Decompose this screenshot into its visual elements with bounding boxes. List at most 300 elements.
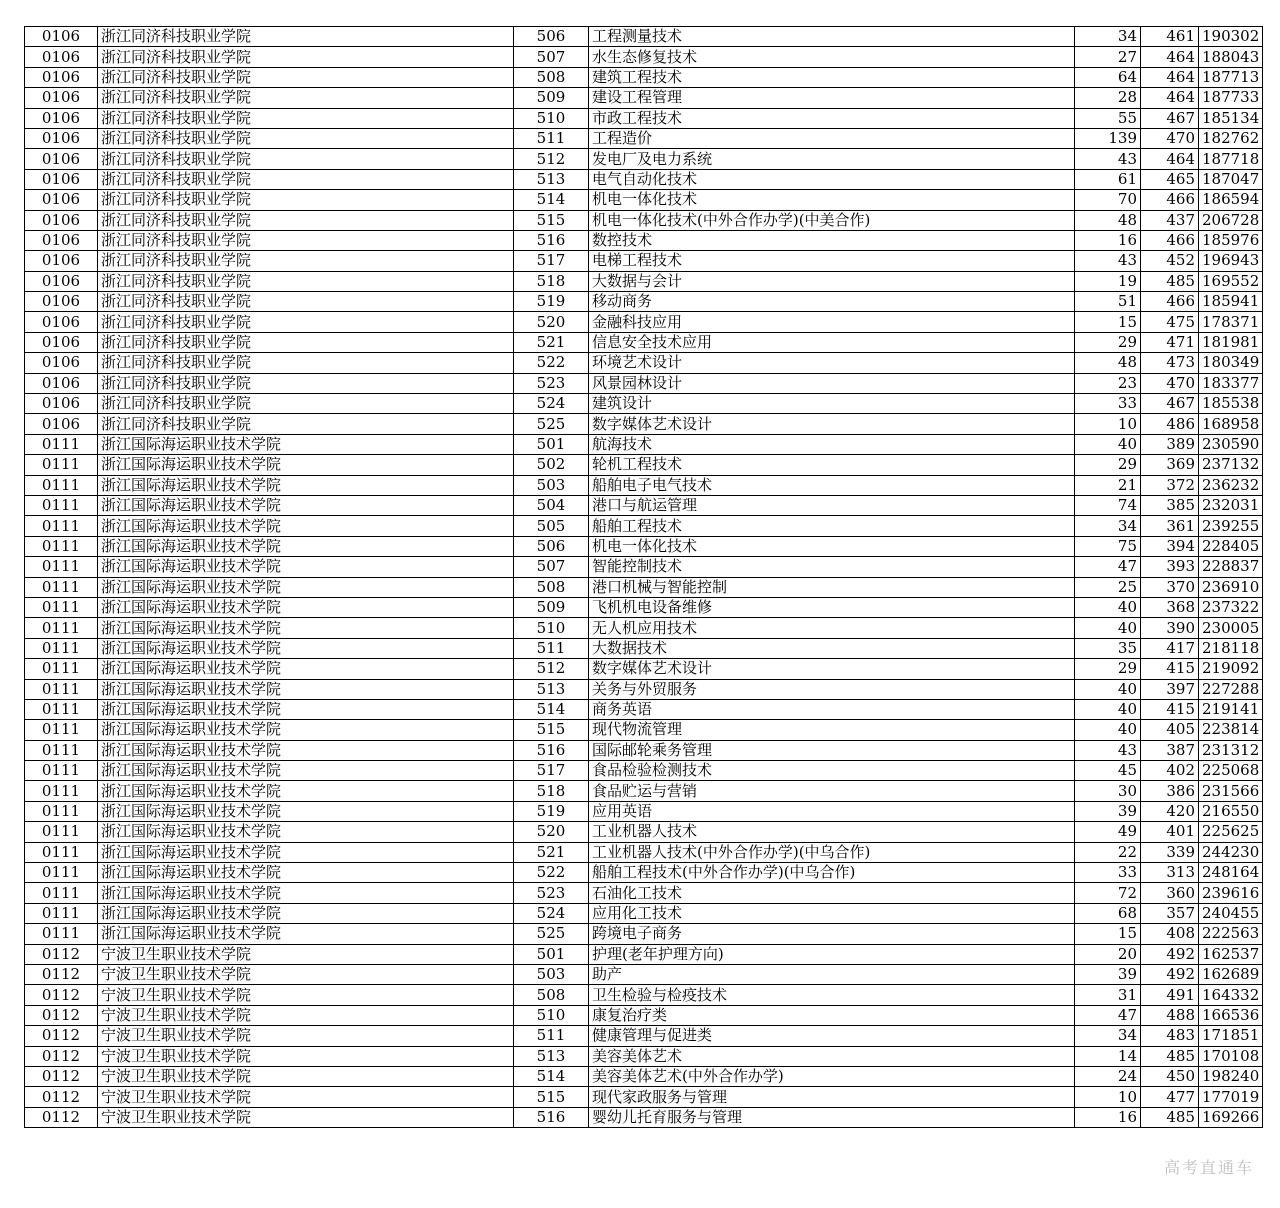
rank-cell: 181981 (1199, 332, 1263, 352)
major-name-cell: 美容美体艺术(中外合作办学) (589, 1066, 1075, 1086)
plan-count-cell: 47 (1075, 557, 1141, 577)
table-row (25, 822, 1263, 842)
major-name-cell: 数控技术 (589, 230, 1075, 250)
rank-cell: 169266 (1199, 1107, 1263, 1127)
table-row (25, 292, 1263, 312)
school-code-cell: 0111 (25, 842, 98, 862)
major-name-cell: 数字媒体艺术设计 (589, 414, 1075, 434)
school-code-cell: 0112 (25, 1005, 98, 1025)
min-score-cell: 394 (1141, 536, 1199, 556)
plan-count-cell: 29 (1075, 455, 1141, 475)
min-score-cell: 437 (1141, 210, 1199, 230)
major-name-cell: 轮机工程技术 (589, 455, 1075, 475)
major-code-cell: 515 (514, 210, 589, 230)
table-row (25, 863, 1263, 883)
school-code-cell: 0106 (25, 169, 98, 189)
major-code-cell: 513 (514, 1046, 589, 1066)
major-code-cell: 525 (514, 414, 589, 434)
school-name-cell: 浙江国际海运职业技术学院 (98, 577, 514, 597)
major-code-cell: 506 (514, 27, 589, 47)
major-code-cell: 511 (514, 128, 589, 148)
plan-count-cell: 39 (1075, 964, 1141, 984)
rank-cell: 240455 (1199, 903, 1263, 923)
table-row (25, 149, 1263, 169)
rank-cell: 196943 (1199, 251, 1263, 271)
school-name-cell: 浙江国际海运职业技术学院 (98, 475, 514, 495)
major-code-cell: 521 (514, 842, 589, 862)
plan-count-cell: 61 (1075, 169, 1141, 189)
school-code-cell: 0111 (25, 924, 98, 944)
school-name-cell: 浙江国际海运职业技术学院 (98, 659, 514, 679)
plan-count-cell: 29 (1075, 332, 1141, 352)
plan-count-cell: 23 (1075, 373, 1141, 393)
school-code-cell: 0106 (25, 394, 98, 414)
major-code-cell: 522 (514, 353, 589, 373)
major-code-cell: 516 (514, 740, 589, 760)
school-code-cell: 0111 (25, 720, 98, 740)
major-code-cell: 519 (514, 801, 589, 821)
school-name-cell: 浙江国际海运职业技术学院 (98, 903, 514, 923)
school-name-cell: 浙江国际海运职业技术学院 (98, 495, 514, 515)
school-name-cell: 浙江国际海运职业技术学院 (98, 679, 514, 699)
table-row (25, 434, 1263, 454)
major-code-cell: 524 (514, 903, 589, 923)
min-score-cell: 405 (1141, 720, 1199, 740)
plan-count-cell: 30 (1075, 781, 1141, 801)
min-score-cell: 467 (1141, 394, 1199, 414)
school-code-cell: 0111 (25, 455, 98, 475)
major-code-cell: 517 (514, 761, 589, 781)
plan-count-cell: 34 (1075, 516, 1141, 536)
rank-cell: 187733 (1199, 88, 1263, 108)
major-name-cell: 卫生检验与检疫技术 (589, 985, 1075, 1005)
major-name-cell: 康复治疗类 (589, 1005, 1075, 1025)
school-name-cell: 浙江同济科技职业学院 (98, 292, 514, 312)
school-code-cell: 0112 (25, 1026, 98, 1046)
min-score-cell: 390 (1141, 618, 1199, 638)
rank-cell: 190302 (1199, 27, 1263, 47)
rank-cell: 227288 (1199, 679, 1263, 699)
rank-cell: 239616 (1199, 883, 1263, 903)
plan-count-cell: 27 (1075, 47, 1141, 67)
major-name-cell: 工程测量技术 (589, 27, 1075, 47)
min-score-cell: 415 (1141, 659, 1199, 679)
school-code-cell: 0106 (25, 128, 98, 148)
rank-cell: 223814 (1199, 720, 1263, 740)
min-score-cell: 464 (1141, 149, 1199, 169)
school-code-cell: 0111 (25, 659, 98, 679)
plan-count-cell: 21 (1075, 475, 1141, 495)
rank-cell: 219141 (1199, 699, 1263, 719)
major-code-cell: 507 (514, 47, 589, 67)
table-row (25, 597, 1263, 617)
table-row (25, 190, 1263, 210)
major-name-cell: 石油化工技术 (589, 883, 1075, 903)
table-row (25, 230, 1263, 250)
min-score-cell: 420 (1141, 801, 1199, 821)
major-name-cell: 健康管理与促进类 (589, 1026, 1075, 1046)
plan-count-cell: 43 (1075, 740, 1141, 760)
plan-count-cell: 40 (1075, 720, 1141, 740)
major-code-cell: 512 (514, 659, 589, 679)
plan-count-cell: 74 (1075, 495, 1141, 515)
school-code-cell: 0111 (25, 577, 98, 597)
plan-count-cell: 43 (1075, 149, 1141, 169)
plan-count-cell: 34 (1075, 1026, 1141, 1046)
table-row (25, 659, 1263, 679)
school-code-cell: 0112 (25, 964, 98, 984)
plan-count-cell: 15 (1075, 924, 1141, 944)
school-name-cell: 浙江国际海运职业技术学院 (98, 699, 514, 719)
school-code-cell: 0111 (25, 801, 98, 821)
school-code-cell: 0111 (25, 781, 98, 801)
rank-cell: 222563 (1199, 924, 1263, 944)
rank-cell: 225068 (1199, 761, 1263, 781)
rank-cell: 166536 (1199, 1005, 1263, 1025)
rank-cell: 230005 (1199, 618, 1263, 638)
min-score-cell: 466 (1141, 190, 1199, 210)
table-row (25, 271, 1263, 291)
min-score-cell: 486 (1141, 414, 1199, 434)
school-code-cell: 0112 (25, 985, 98, 1005)
plan-count-cell: 24 (1075, 1066, 1141, 1086)
major-name-cell: 大数据与会计 (589, 271, 1075, 291)
table-row (25, 27, 1263, 47)
school-name-cell: 浙江国际海运职业技术学院 (98, 842, 514, 862)
school-name-cell: 宁波卫生职业技术学院 (98, 1087, 514, 1107)
major-name-cell: 工业机器人技术(中外合作办学)(中乌合作) (589, 842, 1075, 862)
major-code-cell: 516 (514, 230, 589, 250)
plan-count-cell: 16 (1075, 230, 1141, 250)
plan-count-cell: 10 (1075, 414, 1141, 434)
school-code-cell: 0112 (25, 1066, 98, 1086)
min-score-cell: 477 (1141, 1087, 1199, 1107)
major-code-cell: 503 (514, 964, 589, 984)
min-score-cell: 485 (1141, 271, 1199, 291)
school-code-cell: 0111 (25, 679, 98, 699)
table-row (25, 394, 1263, 414)
min-score-cell: 370 (1141, 577, 1199, 597)
min-score-cell: 485 (1141, 1046, 1199, 1066)
school-name-cell: 浙江同济科技职业学院 (98, 230, 514, 250)
school-name-cell: 浙江同济科技职业学院 (98, 190, 514, 210)
rank-cell: 230590 (1199, 434, 1263, 454)
major-name-cell: 国际邮轮乘务管理 (589, 740, 1075, 760)
school-name-cell: 浙江同济科技职业学院 (98, 353, 514, 373)
min-score-cell: 492 (1141, 944, 1199, 964)
major-name-cell: 护理(老年护理方向) (589, 944, 1075, 964)
table-row (25, 332, 1263, 352)
table-row (25, 801, 1263, 821)
table-row (25, 475, 1263, 495)
school-name-cell: 浙江同济科技职业学院 (98, 169, 514, 189)
rank-cell: 164332 (1199, 985, 1263, 1005)
rank-cell: 237322 (1199, 597, 1263, 617)
rank-cell: 244230 (1199, 842, 1263, 862)
school-code-cell: 0111 (25, 516, 98, 536)
plan-count-cell: 48 (1075, 210, 1141, 230)
school-code-cell: 0106 (25, 108, 98, 128)
plan-count-cell: 40 (1075, 597, 1141, 617)
table-row (25, 67, 1263, 87)
major-name-cell: 电气自动化技术 (589, 169, 1075, 189)
plan-count-cell: 68 (1075, 903, 1141, 923)
plan-count-cell: 22 (1075, 842, 1141, 862)
school-code-cell: 0106 (25, 271, 98, 291)
min-score-cell: 464 (1141, 88, 1199, 108)
min-score-cell: 450 (1141, 1066, 1199, 1086)
rank-cell: 186594 (1199, 190, 1263, 210)
rank-cell: 248164 (1199, 863, 1263, 883)
table-row (25, 557, 1263, 577)
school-name-cell: 浙江国际海运职业技术学院 (98, 455, 514, 475)
min-score-cell: 339 (1141, 842, 1199, 862)
plan-count-cell: 43 (1075, 251, 1141, 271)
table-row (25, 373, 1263, 393)
major-code-cell: 514 (514, 699, 589, 719)
rank-cell: 218118 (1199, 638, 1263, 658)
rank-cell: 216550 (1199, 801, 1263, 821)
plan-count-cell: 29 (1075, 659, 1141, 679)
school-code-cell: 0111 (25, 883, 98, 903)
major-code-cell: 522 (514, 863, 589, 883)
major-code-cell: 514 (514, 1066, 589, 1086)
table-row (25, 699, 1263, 719)
rank-cell: 185941 (1199, 292, 1263, 312)
major-name-cell: 应用化工技术 (589, 903, 1075, 923)
school-code-cell: 0111 (25, 822, 98, 842)
table-row (25, 944, 1263, 964)
min-score-cell: 385 (1141, 495, 1199, 515)
plan-count-cell: 10 (1075, 1087, 1141, 1107)
min-score-cell: 473 (1141, 353, 1199, 373)
table-row (25, 740, 1263, 760)
school-code-cell: 0106 (25, 373, 98, 393)
school-name-cell: 宁波卫生职业技术学院 (98, 944, 514, 964)
major-code-cell: 518 (514, 271, 589, 291)
rank-cell: 171851 (1199, 1026, 1263, 1046)
min-score-cell: 415 (1141, 699, 1199, 719)
school-name-cell: 浙江同济科技职业学院 (98, 128, 514, 148)
table-row (25, 455, 1263, 475)
major-code-cell: 510 (514, 108, 589, 128)
table-row (25, 108, 1263, 128)
plan-count-cell: 40 (1075, 434, 1141, 454)
major-name-cell: 商务英语 (589, 699, 1075, 719)
school-name-cell: 浙江国际海运职业技术学院 (98, 781, 514, 801)
major-name-cell: 机电一体化技术 (589, 190, 1075, 210)
major-name-cell: 工程造价 (589, 128, 1075, 148)
major-name-cell: 食品贮运与营销 (589, 781, 1075, 801)
major-code-cell: 520 (514, 312, 589, 332)
major-code-cell: 520 (514, 822, 589, 842)
min-score-cell: 485 (1141, 1107, 1199, 1127)
major-code-cell: 518 (514, 781, 589, 801)
table-row (25, 781, 1263, 801)
plan-count-cell: 35 (1075, 638, 1141, 658)
school-code-cell: 0106 (25, 353, 98, 373)
min-score-cell: 401 (1141, 822, 1199, 842)
major-code-cell: 508 (514, 985, 589, 1005)
school-code-cell: 0112 (25, 1087, 98, 1107)
major-code-cell: 517 (514, 251, 589, 271)
major-code-cell: 501 (514, 434, 589, 454)
rank-cell: 187713 (1199, 67, 1263, 87)
major-code-cell: 516 (514, 1107, 589, 1127)
table-row (25, 414, 1263, 434)
plan-count-cell: 72 (1075, 883, 1141, 903)
school-code-cell: 0111 (25, 740, 98, 760)
school-name-cell: 浙江国际海运职业技术学院 (98, 516, 514, 536)
table-row (25, 495, 1263, 515)
major-code-cell: 525 (514, 924, 589, 944)
plan-count-cell: 33 (1075, 394, 1141, 414)
min-score-cell: 491 (1141, 985, 1199, 1005)
major-name-cell: 环境艺术设计 (589, 353, 1075, 373)
table-row (25, 577, 1263, 597)
min-score-cell: 492 (1141, 964, 1199, 984)
major-code-cell: 509 (514, 88, 589, 108)
major-code-cell: 514 (514, 190, 589, 210)
plan-count-cell: 51 (1075, 292, 1141, 312)
min-score-cell: 464 (1141, 67, 1199, 87)
plan-count-cell: 40 (1075, 699, 1141, 719)
school-code-cell: 0111 (25, 699, 98, 719)
table-row (25, 210, 1263, 230)
school-name-cell: 浙江同济科技职业学院 (98, 332, 514, 352)
table-row (25, 720, 1263, 740)
school-name-cell: 浙江国际海运职业技术学院 (98, 863, 514, 883)
min-score-cell: 368 (1141, 597, 1199, 617)
school-code-cell: 0111 (25, 557, 98, 577)
major-name-cell: 数字媒体艺术设计 (589, 659, 1075, 679)
school-code-cell: 0106 (25, 332, 98, 352)
major-name-cell: 机电一体化技术 (589, 536, 1075, 556)
school-code-cell: 0111 (25, 863, 98, 883)
rank-cell: 185976 (1199, 230, 1263, 250)
major-name-cell: 跨境电子商务 (589, 924, 1075, 944)
rank-cell: 182762 (1199, 128, 1263, 148)
plan-count-cell: 75 (1075, 536, 1141, 556)
major-name-cell: 港口机械与智能控制 (589, 577, 1075, 597)
major-code-cell: 513 (514, 169, 589, 189)
rank-cell: 185538 (1199, 394, 1263, 414)
table-row (25, 128, 1263, 148)
rank-cell: 185134 (1199, 108, 1263, 128)
rank-cell: 183377 (1199, 373, 1263, 393)
major-name-cell: 建设工程管理 (589, 88, 1075, 108)
plan-count-cell: 64 (1075, 67, 1141, 87)
school-code-cell: 0112 (25, 944, 98, 964)
rank-cell: 228837 (1199, 557, 1263, 577)
rank-cell: 169552 (1199, 271, 1263, 291)
min-score-cell: 397 (1141, 679, 1199, 699)
watermark: 高考直通车 (1163, 1158, 1254, 1177)
plan-count-cell: 31 (1075, 985, 1141, 1005)
school-name-cell: 浙江国际海运职业技术学院 (98, 740, 514, 760)
major-name-cell: 美容美体艺术 (589, 1046, 1075, 1066)
rank-cell: 187047 (1199, 169, 1263, 189)
plan-count-cell: 45 (1075, 761, 1141, 781)
table-row (25, 1066, 1263, 1086)
school-name-cell: 浙江国际海运职业技术学院 (98, 883, 514, 903)
major-code-cell: 507 (514, 557, 589, 577)
school-code-cell: 0106 (25, 230, 98, 250)
major-code-cell: 501 (514, 944, 589, 964)
major-code-cell: 511 (514, 638, 589, 658)
major-name-cell: 婴幼儿托育服务与管理 (589, 1107, 1075, 1127)
major-name-cell: 船舶工程技术 (589, 516, 1075, 536)
min-score-cell: 386 (1141, 781, 1199, 801)
rank-cell: 206728 (1199, 210, 1263, 230)
table-row (25, 47, 1263, 67)
plan-count-cell: 47 (1075, 1005, 1141, 1025)
rank-cell: 231312 (1199, 740, 1263, 760)
school-name-cell: 浙江国际海运职业技术学院 (98, 434, 514, 454)
major-name-cell: 建筑设计 (589, 394, 1075, 414)
table-row (25, 618, 1263, 638)
rank-cell: 162689 (1199, 964, 1263, 984)
table-row (25, 1026, 1263, 1046)
table-row (25, 842, 1263, 862)
table-body (25, 27, 1263, 1128)
plan-count-cell: 19 (1075, 271, 1141, 291)
table-row (25, 251, 1263, 271)
rank-cell: 239255 (1199, 516, 1263, 536)
plan-count-cell: 20 (1075, 944, 1141, 964)
school-name-cell: 浙江同济科技职业学院 (98, 27, 514, 47)
major-name-cell: 信息安全技术应用 (589, 332, 1075, 352)
table-row (25, 516, 1263, 536)
min-score-cell: 417 (1141, 638, 1199, 658)
major-code-cell: 523 (514, 883, 589, 903)
min-score-cell: 402 (1141, 761, 1199, 781)
major-name-cell: 金融科技应用 (589, 312, 1075, 332)
major-code-cell: 511 (514, 1026, 589, 1046)
school-code-cell: 0111 (25, 536, 98, 556)
major-name-cell: 助产 (589, 964, 1075, 984)
school-name-cell: 浙江同济科技职业学院 (98, 108, 514, 128)
rank-cell: 236232 (1199, 475, 1263, 495)
rank-cell: 180349 (1199, 353, 1263, 373)
rank-cell: 236910 (1199, 577, 1263, 597)
school-code-cell: 0111 (25, 638, 98, 658)
min-score-cell: 466 (1141, 292, 1199, 312)
rank-cell: 187718 (1199, 149, 1263, 169)
min-score-cell: 475 (1141, 312, 1199, 332)
major-code-cell: 504 (514, 495, 589, 515)
major-name-cell: 应用英语 (589, 801, 1075, 821)
school-name-cell: 浙江国际海运职业技术学院 (98, 638, 514, 658)
major-code-cell: 510 (514, 618, 589, 638)
min-score-cell: 357 (1141, 903, 1199, 923)
major-name-cell: 关务与外贸服务 (589, 679, 1075, 699)
min-score-cell: 387 (1141, 740, 1199, 760)
school-name-cell: 浙江国际海运职业技术学院 (98, 536, 514, 556)
major-code-cell: 505 (514, 516, 589, 536)
table-row (25, 312, 1263, 332)
rank-cell: 237132 (1199, 455, 1263, 475)
school-code-cell: 0106 (25, 88, 98, 108)
rank-cell: 168958 (1199, 414, 1263, 434)
rank-cell: 225625 (1199, 822, 1263, 842)
school-name-cell: 宁波卫生职业技术学院 (98, 964, 514, 984)
school-code-cell: 0112 (25, 1107, 98, 1127)
school-name-cell: 宁波卫生职业技术学院 (98, 1026, 514, 1046)
school-code-cell: 0111 (25, 761, 98, 781)
school-code-cell: 0111 (25, 903, 98, 923)
plan-count-cell: 55 (1075, 108, 1141, 128)
